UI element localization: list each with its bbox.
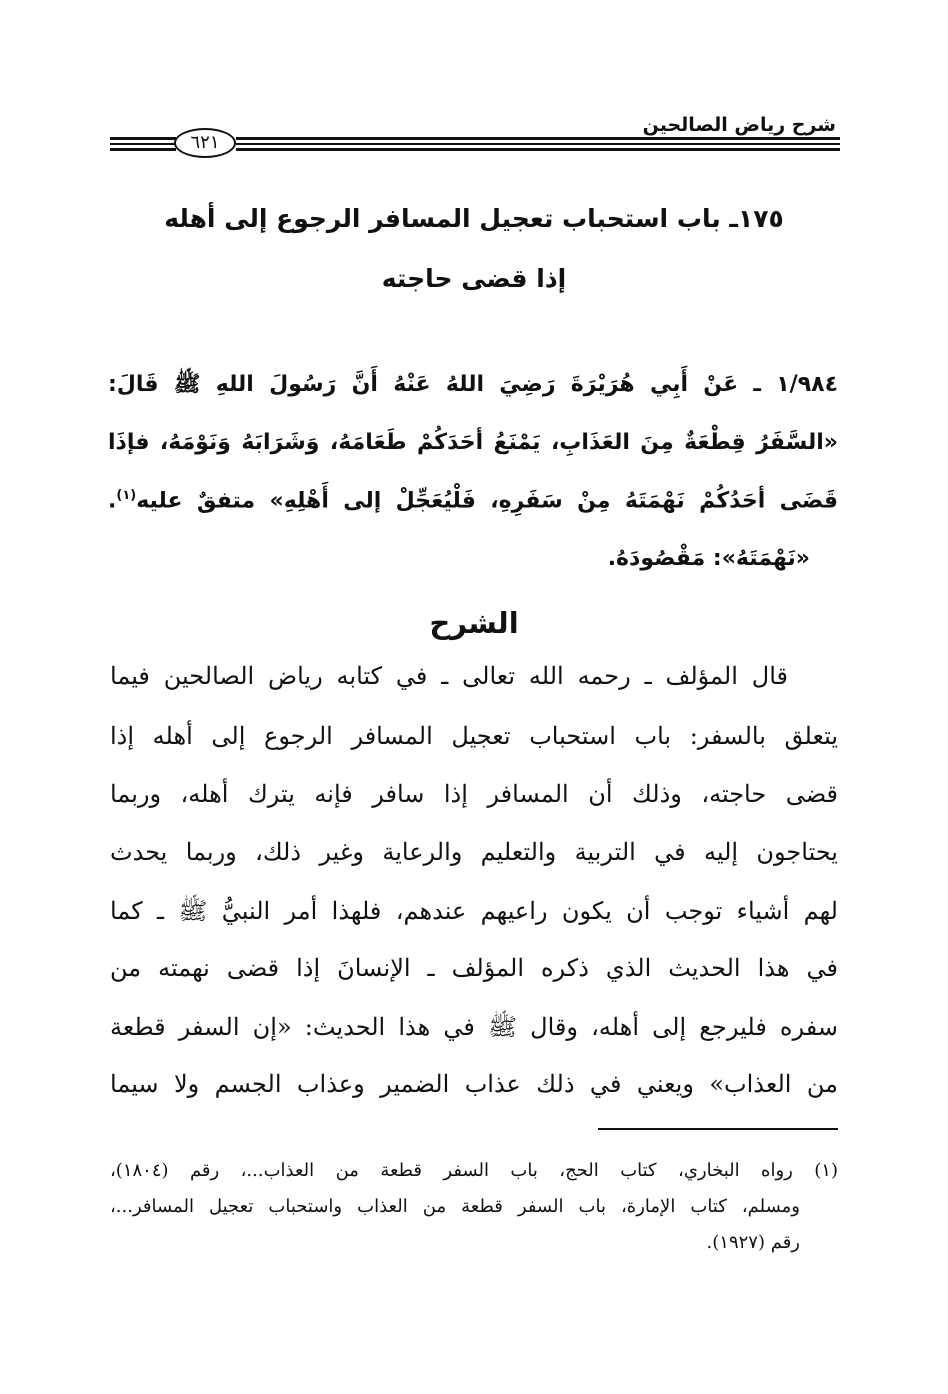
hadith-line-3-end: . bbox=[108, 488, 117, 514]
footnote-divider bbox=[598, 1128, 838, 1130]
footnote-line-1: (١) رواه البخاري، كتاب الحج، باب السفر قطعة من العذاب...، رقم (١٨٠٤)، bbox=[110, 1160, 838, 1181]
hadith-gloss: «نَهْمَتَهُ»: مَقْصُودَهُ. bbox=[607, 546, 810, 571]
chapter-title-line-1: ١٧٥ـ باب استحباب تعجيل المسافر الرجوع إلى أهله bbox=[164, 204, 784, 233]
commentary-line: سفره فليرجع إلى أهله، وقال ﷺ في هذا الحديث: «إن السفر قطعة bbox=[110, 1013, 838, 1041]
page-number: ٦٢١ bbox=[174, 128, 236, 158]
commentary-line: يتعلق بالسفر: باب استحباب تعجيل المسافر الرجوع إلى أهله إذا bbox=[110, 722, 838, 750]
footnote-line-2: ومسلم، كتاب الإمارة، باب السفر قطعة من العذاب واستحباب تعجيل المسافر...، bbox=[110, 1196, 800, 1217]
section-heading-sharh: الشرح bbox=[429, 606, 519, 640]
commentary-line: لهم أشياء توجب أن يكون راعيهم عندهم، فلهذا أمر النبيُّ ﷺ ـ كما bbox=[110, 897, 838, 925]
footnote-line-3: رقم (١٩٢٧). bbox=[706, 1232, 800, 1253]
hadith-line-3-text: قَضَى أحَدُكُمْ نَهْمَتَهُ مِنْ سَفَرِهِ، فَلْيُعَجِّلْ إلى أَهْلِهِ» متفقٌ عليه bbox=[136, 488, 838, 514]
commentary-line: قال المؤلف ـ رحمه الله تعالى ـ في كتابه رياض الصالحين فيما bbox=[110, 662, 788, 690]
commentary-line: يحتاجون إليه في التربية والتعليم والرعاية وغير ذلك، وربما يحدث bbox=[110, 838, 838, 866]
commentary-line: من العذاب» ويعني في ذلك عذاب الضمير وعذاب الجسم ولا سيما bbox=[110, 1070, 838, 1098]
header-rule-left bbox=[110, 137, 176, 151]
hadith-line-2: «السَّفَرُ قِطْعَةٌ مِنَ العَذَابِ، يَمْنَعُ أحَدَكُمْ طَعَامَهُ، وَشَرَابَهُ وَنَوْمَهُ، فإذَا bbox=[108, 430, 838, 455]
hadith-line-1: ١/٩٨٤ ـ عَنْ أَبِي هُرَيْرَةَ رَضِيَ اللهُ عَنْهُ أَنَّ رَسُولَ اللهِ ﷺ قَالَ: bbox=[108, 372, 838, 397]
commentary-line: في هذا الحديث الذي ذكره المؤلف ـ الإنسانَ إذا قضى نهمته من bbox=[110, 954, 838, 982]
footnote-reference: (١) bbox=[116, 488, 137, 503]
hadith-line-3 bbox=[108, 488, 838, 513]
chapter-title-line-2: إذا قضى حاجته bbox=[381, 264, 567, 293]
commentary-line: قضى حاجته، وذلك أن المسافر إذا سافر فإنه يترك أهله، وربما bbox=[110, 780, 838, 808]
header-rule-right bbox=[236, 137, 840, 151]
running-header-title: شرح رياض الصالحين bbox=[642, 114, 836, 136]
